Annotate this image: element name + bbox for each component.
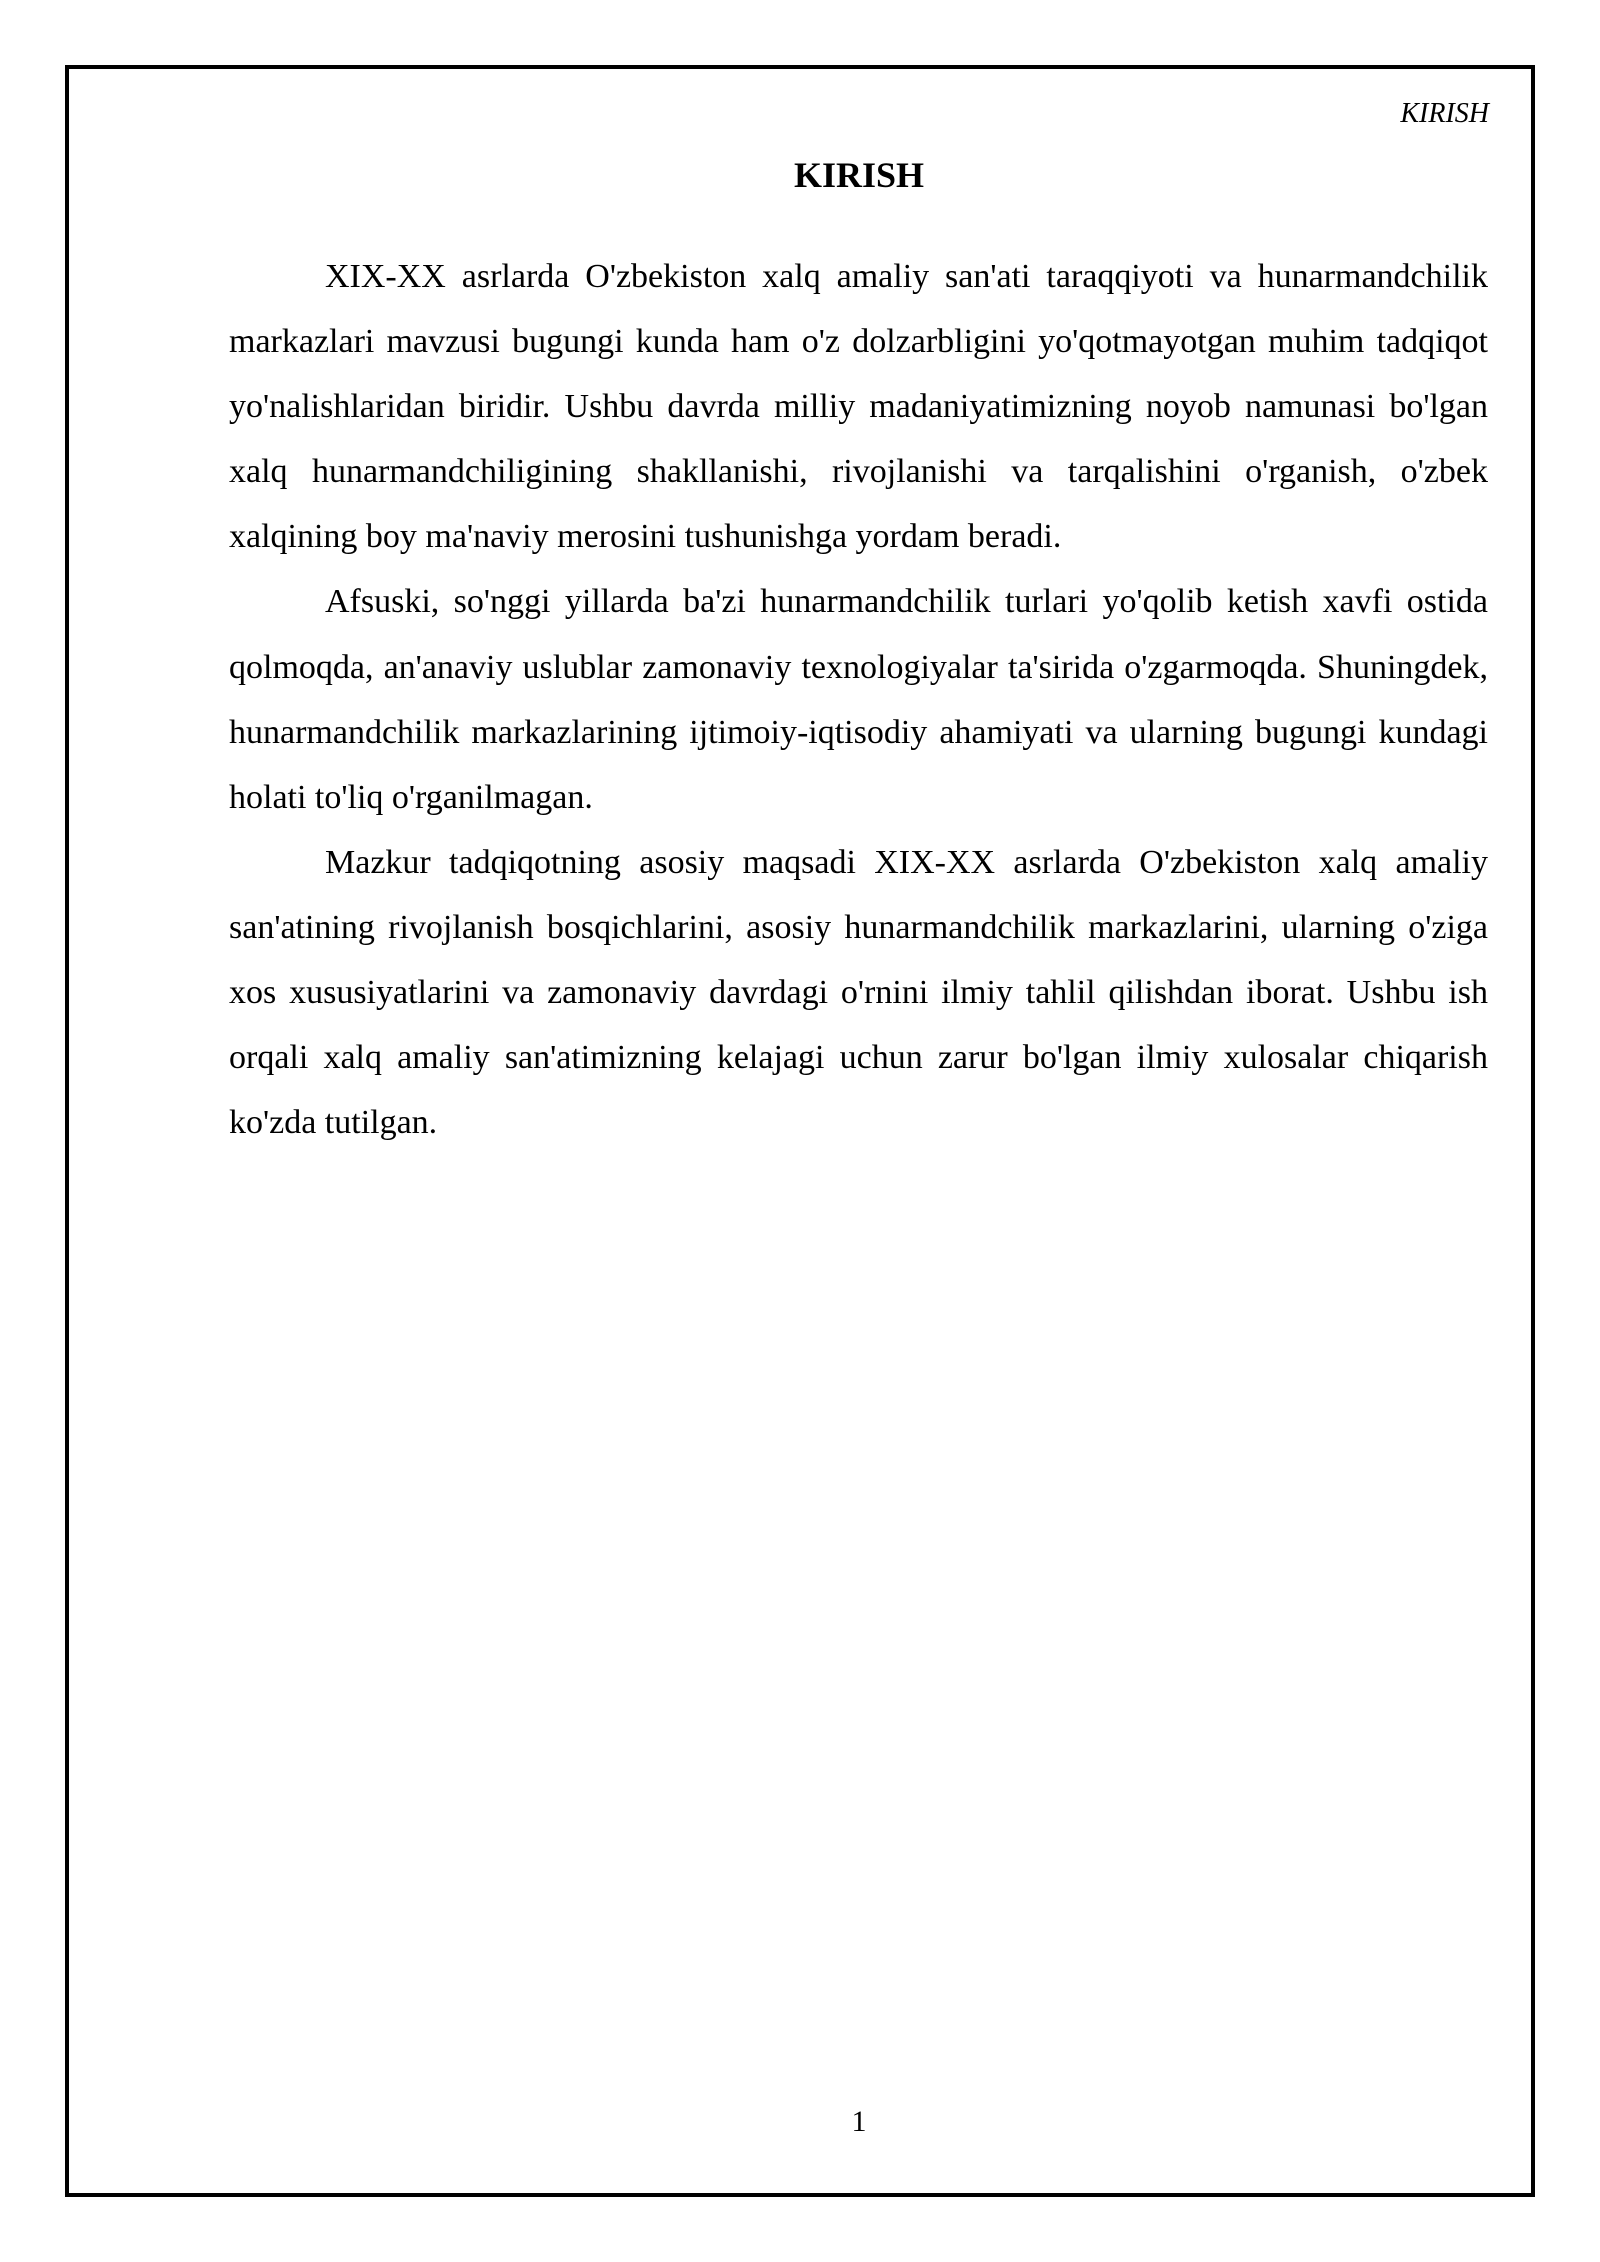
paragraph: XIX-XX asrlarda O'zbekiston xalq amaliy san'ati taraqqiyoti va hunarmandchilik markazlari mavzusi bugungi kunda ham o'z dolzarbligini yo'qotmayotgan muhim tadqiqot yo'nalishlaridan biridir. Ushbu davrda milliy madaniyatimizning noyob namunasi bo'lgan xalq hunarmandchiligining shakllanishi, rivojlanishi va tarqalishini o'rganish, o'zbek xalqining boy ma'naviy merosini tushunishga yordam beradi. <box>229 258 1488 556</box>
page-title: KIRISH <box>793 155 925 195</box>
running-header: KIRISH <box>1400 98 1489 129</box>
paragraph: Mazkur tadqiqotning asosiy maqsadi XIX-XX asrlarda O'zbekiston xalq amaliy san'atining rivojlanish bosqichlarini, asosiy hunarmandchilik markazlarini, ularning o'ziga xos xususiyatlarini va zamonaviy davrdagi o'rnini ilmiy tahlil qilishdan iborat. Ushbu ish orqali xalq amaliy san'atimizning kelajagi uchun zarur bo'lgan ilmiy xulosalar chiqarish ko'zda tutilgan. <box>229 843 1488 1142</box>
page-number: 1 <box>851 2105 867 2138</box>
body-text <box>229 244 1488 1155</box>
paragraph: Afsuski, so'nggi yillarda ba'zi hunarmandchilik turlari yo'qolib ketish xavfi ostida qolmoqda, an'anaviy uslublar zamonaviy texnologiyalar ta'sirida o'zgarmoqda. Shuningdek, hunarmandchilik markazlarining ijtimoiy-iqtisodiy ahamiyati va ularning bugungi kundagi holati to'liq o'rganilmagan. <box>229 583 1488 816</box>
